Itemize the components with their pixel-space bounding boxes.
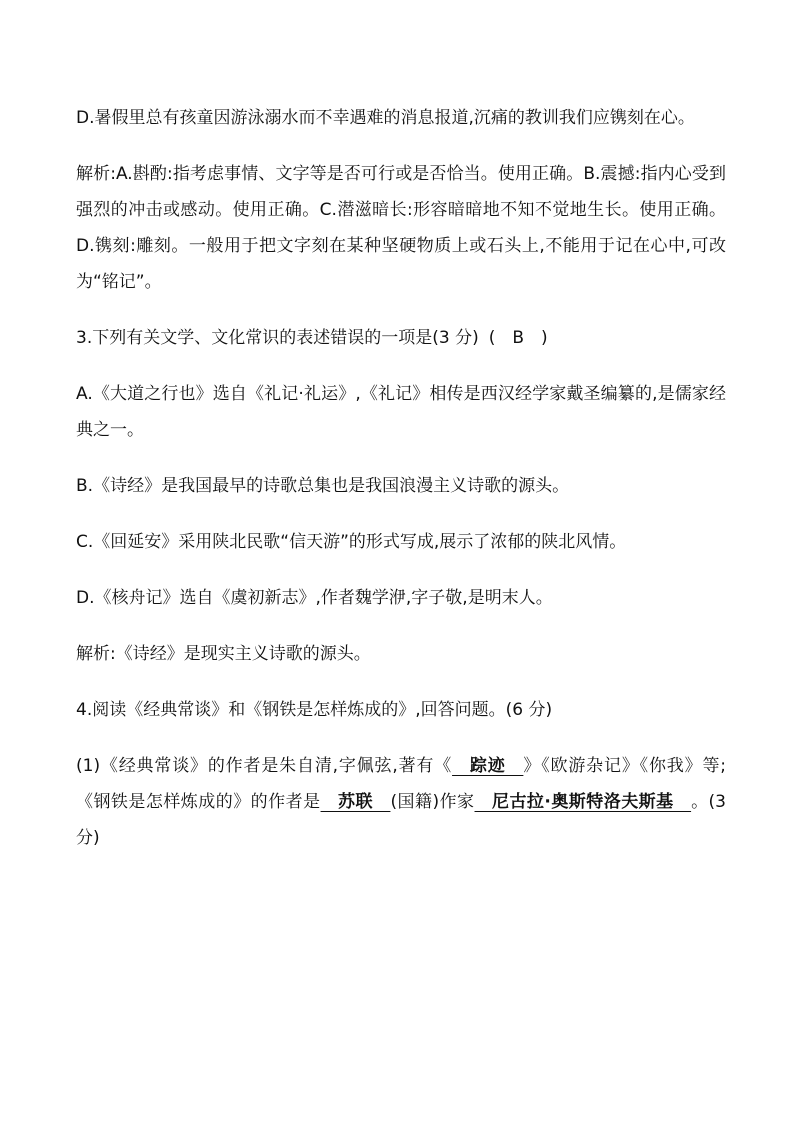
- question-4-stem: 4.阅读《经典常谈》和《钢铁是怎样炼成的》,回答问题。(6 分): [76, 700, 553, 720]
- q4-text-1: (1)《经典常谈》的作者是朱自清,字佩弦,著有《: [76, 756, 453, 776]
- document-page: [76, 100, 726, 876]
- question-4-part-1: [76, 748, 726, 856]
- question-3-option-c: C.《回延安》采用陕北民歌“信天游”的形式写成,展示了浓郁的陕北风情。: [76, 532, 627, 552]
- q4-text-3: (国籍)作家: [390, 792, 475, 812]
- question-3-text: 3.下列有关文学、文化常识的表述错误的一项是(3 分): [76, 328, 479, 348]
- question-3-answer: ( B ): [488, 328, 548, 348]
- question-3-option-a: A.《大道之行也》选自《礼记·礼运》,《礼记》相传是西汉经学家戴圣编纂的,是儒家经典之一。: [76, 384, 726, 440]
- question-3-option-b: B.《诗经》是我国最早的诗歌总集也是我国浪漫主义诗歌的源头。: [76, 476, 570, 496]
- q4-answer-1: 踪迹: [452, 756, 524, 776]
- question-3-stem: [76, 320, 726, 356]
- option-d-text: D.暑假里总有孩童因游泳溺水而不幸遇难的消息报道,沉痛的教训我们应镌刻在心。: [76, 108, 695, 128]
- q4-answer-2: 苏联: [320, 792, 391, 812]
- q4-answer-3: 尼古拉·奥斯特洛夫斯基: [474, 792, 692, 812]
- analysis-q2: 解析:A.斟酌:指考虑事情、文字等是否可行或是否恰当。使用正确。B.震撼:指内心受到强烈的冲击或感动。使用正确。C.潜滋暗长:形容暗暗地不知不觉地生长。使用正确。D.镌刻:雕刻。一般用于把文字刻在某种坚硬物质上或石头上,不能用于记在心中,可改为“铭记”。: [76, 164, 726, 292]
- analysis-q3: 解析:《诗经》是现实主义诗歌的源头。: [76, 644, 371, 664]
- question-3-option-d: D.《核舟记》选自《虞初新志》,作者魏学洢,字子敬,是明末人。: [76, 588, 553, 608]
- q4-text-4: 。(3 分): [76, 792, 726, 848]
- q4-text-2: 》《欧游杂记》《你我》等;《钢铁是怎样炼成的》的作者是: [76, 756, 727, 812]
